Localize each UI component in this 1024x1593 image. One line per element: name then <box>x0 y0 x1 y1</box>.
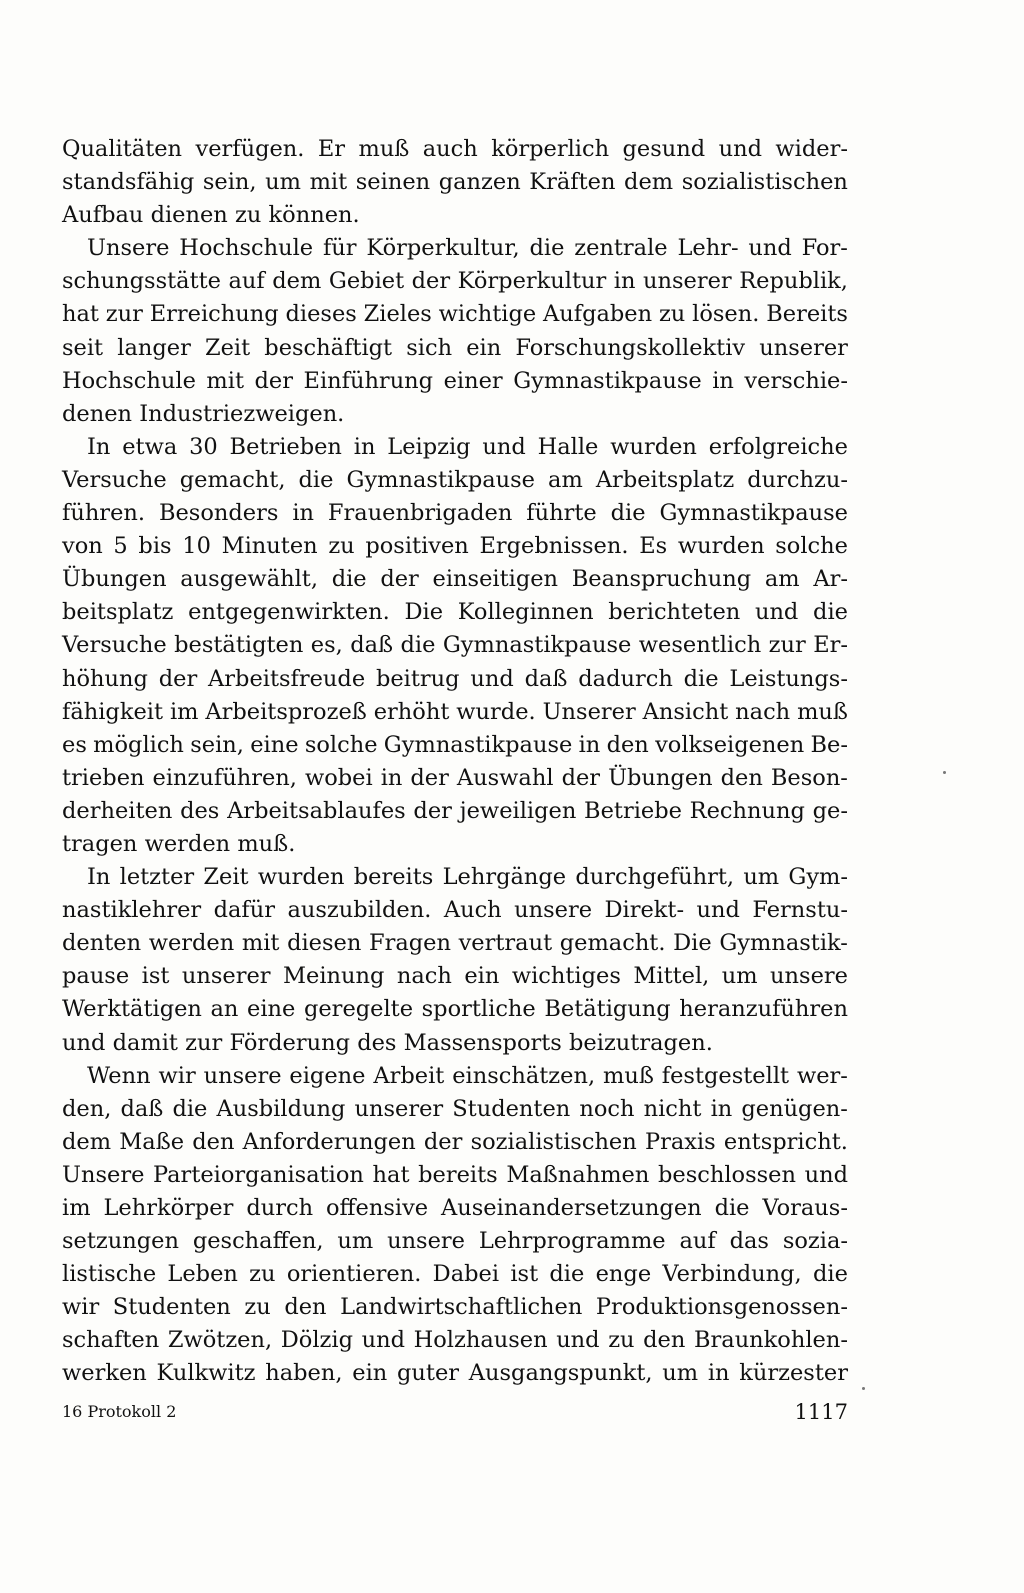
text-line: setzungen geschaffen, um unsere Lehrprogramme auf das sozia- <box>62 1228 848 1255</box>
text-line: Aufbau dienen zu können. <box>62 202 360 229</box>
text-line: Qualitäten verfügen. Er muß auch körperlich gesund und wider- <box>62 136 848 162</box>
signature-mark: 16 Protokoll 2 <box>62 1402 177 1421</box>
text-line: von 5 bis 10 Minuten zu positiven Ergebnissen. Es wurden solche <box>62 533 848 560</box>
text-line: führen. Besonders in Frauenbrigaden führte die Gymnastikpause <box>62 500 848 527</box>
text-line: trieben einzuführen, wobei in der Auswahl der Übungen den Beson- <box>62 764 848 791</box>
text-line: nastiklehrer dafür auszubilden. Auch unsere Direkt- und Fernstu- <box>62 897 848 924</box>
text-line: Wenn wir unsere eigene Arbeit einschätzen, muß festgestellt wer- <box>87 1062 848 1089</box>
text-line: In etwa 30 Betrieben in Leipzig und Halle wurden erfolgreiche <box>87 433 848 460</box>
text-line: schungsstätte auf dem Gebiet der Körperkultur in unserer Republik, <box>62 268 848 295</box>
text-line: Unsere Hochschule für Körperkultur, die zentrale Lehr- und For- <box>87 235 848 262</box>
text-line: Versuche gemacht, die Gymnastikpause am Arbeitsplatz durchzu- <box>62 466 848 493</box>
text-line: Hochschule mit der Einführung einer Gymnastikpause in verschie- <box>62 367 848 394</box>
text-line: und damit zur Förderung des Massensports beizutragen. <box>62 1029 713 1056</box>
text-line: wir Studenten zu den Landwirtschaftlichen Produktionsgenossen- <box>62 1294 848 1321</box>
page-footer <box>62 1400 848 1430</box>
text-line: Unsere Parteiorganisation hat bereits Maßnahmen beschlossen und <box>62 1161 848 1188</box>
text-line: standsfähig sein, um mit seinen ganzen Kräften dem sozialistischen <box>62 169 848 196</box>
body-text <box>62 133 848 1391</box>
text-line: seit langer Zeit beschäftigt sich ein Forschungskollektiv unserer <box>62 334 848 361</box>
text-line: hat zur Erreichung dieses Zieles wichtige Aufgaben zu lösen. Bereits <box>62 301 848 328</box>
text-line: In letzter Zeit wurden bereits Lehrgänge durchgeführt, um Gym- <box>87 864 848 891</box>
print-speck <box>943 771 946 774</box>
text-line: Übungen ausgewählt, die der einseitigen Beanspruchung am Ar- <box>62 566 848 593</box>
text-line: listische Leben zu orientieren. Dabei ist die enge Verbindung, die <box>62 1261 848 1288</box>
text-line: tragen werden muß. <box>62 830 296 857</box>
text-line: schaften Zwötzen, Dölzig und Holzhausen und zu den Braunkohlen- <box>62 1327 848 1354</box>
text-line: im Lehrkörper durch offensive Auseinandersetzungen die Voraus- <box>62 1195 848 1221</box>
text-line: werken Kulkwitz haben, ein guter Ausgangspunkt, um in kürzester <box>62 1360 848 1387</box>
text-line: derheiten des Arbeitsablaufes der jeweiligen Betriebe Rechnung ge- <box>62 797 848 824</box>
text-line: höhung der Arbeitsfreude beitrug und daß dadurch die Leistungs- <box>62 665 848 692</box>
text-line: es möglich sein, eine solche Gymnastikpause in den volkseigenen Be- <box>62 731 848 758</box>
text-line: fähigkeit im Arbeitsprozeß erhöht wurde. Unserer Ansicht nach muß <box>62 698 848 725</box>
text-line: Werktätigen an eine geregelte sportliche Betätigung heranzuführen <box>62 996 848 1023</box>
text-line: beitsplatz entgegenwirkten. Die Kolleginnen berichteten und die <box>62 599 848 626</box>
text-line: Versuche bestätigten es, daß die Gymnastikpause wesentlich zur Er- <box>62 632 848 659</box>
text-line: pause ist unserer Meinung nach ein wichtiges Mittel, um unsere <box>62 963 848 990</box>
text-line: den, daß die Ausbildung unserer Studenten noch nicht in genügen- <box>62 1095 848 1122</box>
text-line: denen Industriezweigen. <box>62 400 345 427</box>
text-line: denten werden mit diesen Fragen vertraut gemacht. Die Gymnastik- <box>62 930 848 957</box>
text-line: dem Maße den Anforderungen der sozialistischen Praxis entspricht. <box>62 1128 848 1155</box>
page-number: 1117 <box>794 1400 848 1424</box>
print-speck <box>862 1387 865 1390</box>
